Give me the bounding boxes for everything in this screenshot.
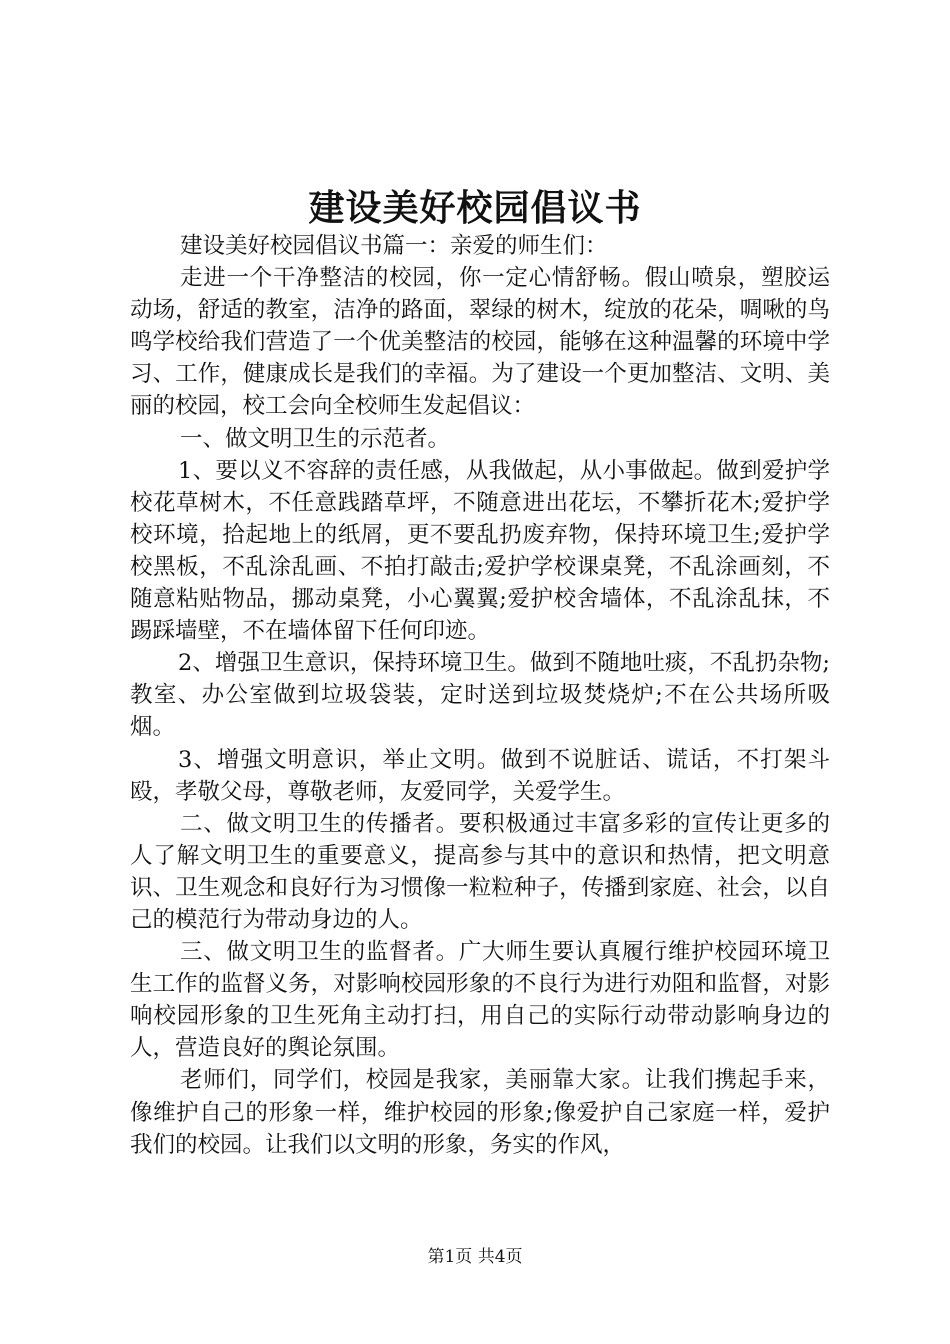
paragraph-section-2: 二、做文明卫生的传播者。要积极通过丰富多彩的宣传让更多的人了解文明卫生的重要意义，提高参与其中的意识和热情，把文明意识、卫生观念和良好行为习惯像一粒粒种子，传播到家庭、社会，以自己的模范行为带动身边的人。 — [130, 810, 830, 933]
paragraph-item-1: 1、要以义不容辞的责任感，从我做起，从小事做起。做到爱护学校花草树木，不任意践踏草坪，不随意进出花坛，不攀折花木;爱护学校环境，拾起地上的纸屑，更不要乱扔废弃物，保持环境卫生;爱护学校黑板，不乱涂乱画、不拍打敲击;爱护学校课桌凳，不乱涂画刻，不随意粘贴物品，挪动桌凳，小心翼翼;爱护校舍墙体，不乱涂乱抹，不踢踩墙壁，不在墙体留下任何印迹。 — [130, 457, 830, 645]
document-body — [130, 230, 830, 1161]
paragraph-intro: 走进一个干净整洁的校园，你一定心情舒畅。假山喷泉，塑胶运动场，舒适的教室，洁净的路面，翠绿的树木，绽放的花朵，啁啾的鸟鸣学校给我们营造了一个优美整洁的校园，能够在这种温馨的环境中学习、工作，健康成长是我们的幸福。为了建设一个更加整洁、文明、美丽的校园，校工会向全校师生发起倡议： — [130, 265, 830, 420]
page-footer: 第1页 共4页 — [427, 1247, 523, 1267]
document-title: 建设美好校园倡议书 — [308, 187, 642, 229]
paragraph-item-3: 3、增强文明意识，举止文明。做到不说脏话、谎话，不打架斗殴，孝敬父母，尊敬老师，友爱同学，关爱学生。 — [130, 746, 830, 805]
paragraph-closing: 老师们，同学们，校园是我家，美丽靠大家。让我们携起手来，像维护自己的形象一样，维护校园的形象;像爱护自己家庭一样，爱护我们的校园。让我们以文明的形象，务实的作风， — [130, 1067, 830, 1158]
paragraph-item-2: 2、增强卫生意识，保持环境卫生。做到不随地吐痰，不乱扔杂物;教室、办公室做到垃圾袋装，定时送到垃圾焚烧炉;不在公共场所吸烟。 — [130, 650, 830, 741]
paragraph-section-3: 三、做文明卫生的监督者。广大师生要认真履行维护校园环境卫生工作的监督义务，对影响校园形象的不良行为进行劝阻和监督，对影响校园形象的卫生死角主动打扫，用自己的实际行动带动影响身边的人，营造良好的舆论氛围。 — [130, 939, 830, 1062]
paragraph-greeting: 建设美好校园倡议书篇一：亲爱的师生们： — [180, 233, 608, 259]
section-heading-1: 一、做文明卫生的示范者。 — [180, 425, 451, 452]
